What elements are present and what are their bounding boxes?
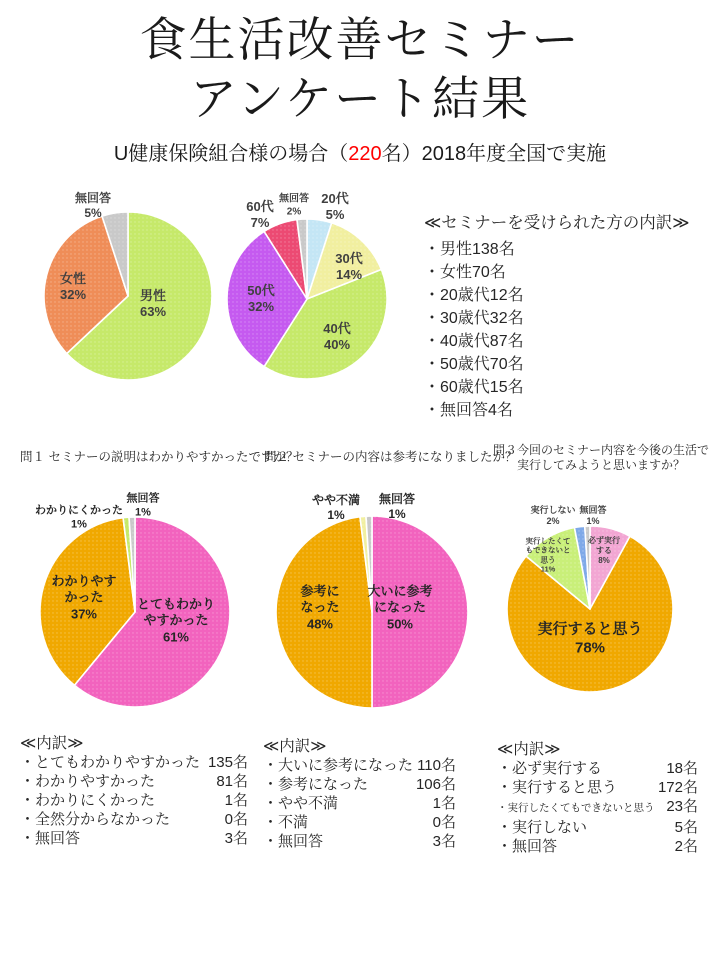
pie-label: 男性 63%: [139, 287, 167, 319]
table-row: [497, 759, 698, 778]
pie-chart-q2-usefulness: [258, 492, 488, 724]
breakdown-item-count: 5名: [674, 819, 698, 836]
pie-svg-gender: [22, 185, 237, 407]
table-row: [20, 753, 248, 772]
subtitle-count: 220: [348, 143, 382, 165]
breakdown-item-label: ・わかりやすかった: [20, 773, 156, 790]
pie-chart-gender: [22, 185, 237, 407]
pie-label: 実行すると思う 78%: [537, 620, 643, 656]
breakdown-item-count: 135名: [207, 754, 248, 771]
breakdown-item-label: ・やや不満: [263, 795, 339, 812]
breakdown-item-label: ・無回答: [263, 833, 324, 850]
breakdown-item-count: 23名: [666, 798, 698, 815]
breakdown-item-label: ・わかりにくかった: [20, 792, 156, 809]
question-3-label: [482, 443, 720, 473]
breakdown-item-label: ・実行しない: [497, 819, 588, 836]
breakdown-item-count: 81名: [216, 773, 248, 790]
table-row: [497, 797, 698, 818]
table-row: [497, 837, 698, 856]
list-item: ・男性138名: [424, 241, 515, 258]
table-row: [263, 775, 456, 794]
list-item: ・20歳代12名: [424, 287, 524, 304]
table-row: [20, 772, 248, 791]
breakdown-item-count: 18名: [666, 760, 698, 777]
breakdown-item-count: 106名: [415, 776, 456, 793]
pie-label: 実行したくて もできないと 思う 11%: [525, 536, 571, 574]
pie-label: 大いに参考 になった 50%: [367, 583, 433, 632]
pie-label: わかりやす かった 37%: [51, 573, 117, 622]
question-3-line2: 実行してみようと思いますか？: [516, 458, 685, 472]
breakdown-title: ≪内訳≫: [20, 735, 84, 752]
breakdown-item-label: ・必ず実行する: [497, 760, 603, 777]
breakdown-list-q1: [20, 734, 248, 848]
breakdown-item-count: 0名: [224, 811, 248, 828]
question-1-label: 問１ セミナーの説明はわかりやすかったですか？: [20, 450, 299, 464]
pie-label: とてもわかり やすかった 61%: [136, 596, 216, 645]
question-3-line1: 問３今回のセミナー内容を今後の生活で: [492, 443, 709, 457]
breakdown-item-count: 172名: [657, 779, 698, 796]
pie-chart-q3-intention: [498, 498, 704, 706]
subtitle-post: 名）2018年度全国で実施: [381, 143, 607, 165]
breakdown-list-q2: [263, 737, 456, 851]
subtitle-pre: U健康保険組合様の場合（: [113, 143, 349, 165]
attendee-list-title: ≪セミナーを受けられた方の内訳≫: [424, 214, 690, 232]
list-item: ・50歳代70名: [424, 356, 524, 373]
pie-label: 無回答 1%: [579, 504, 607, 526]
list-item: ・女性70名: [424, 264, 506, 281]
breakdown-item-count: 3名: [224, 830, 248, 847]
pie-label: 無回答 2%: [279, 193, 309, 217]
breakdown-item-label: ・全然分からなかった: [20, 811, 171, 828]
breakdown-title: ≪内訳≫: [263, 738, 327, 755]
pie-label: 無回答 1%: [126, 492, 160, 518]
subtitle: [0, 137, 720, 166]
table-row: [497, 818, 698, 837]
breakdown-item-count: 2名: [674, 838, 698, 855]
pie-label: 無回答 1%: [378, 492, 416, 521]
breakdown-item-label: ・参考になった: [263, 776, 369, 793]
breakdown-title: ≪内訳≫: [497, 741, 561, 758]
list-item: ・無回答4名: [424, 402, 513, 419]
pie-label: わかりにくかった 1%: [35, 504, 123, 530]
pie-chart-q1-clarity: [20, 492, 255, 724]
pie-label: 必ず実行 する 8%: [588, 536, 620, 565]
table-row: [263, 832, 456, 851]
pie-svg-q3-intention: [498, 498, 704, 706]
table-row: [263, 813, 456, 832]
pie-label: 60代 7%: [246, 198, 274, 230]
page-title-line1: 食生活改善セミナー: [139, 13, 581, 66]
table-row: [263, 794, 456, 813]
attendee-breakdown-list: [424, 212, 690, 422]
breakdown-item-count: 0名: [432, 814, 456, 831]
pie-label: 無回答 5%: [74, 191, 112, 220]
list-item: ・60歳代15名: [424, 379, 524, 396]
pie-label: やや不満 1%: [311, 493, 361, 522]
pie-label: 40代 40%: [323, 320, 351, 352]
table-row: [20, 791, 248, 810]
breakdown-item-count: 110名: [417, 757, 456, 774]
table-row: [263, 756, 456, 775]
breakdown-item-count: 1名: [432, 795, 456, 812]
breakdown-item-count: 1名: [224, 792, 248, 809]
breakdown-item-label: ・とてもわかりやすかった: [20, 754, 201, 771]
pie-label: 50代 32%: [247, 282, 275, 314]
question-2-label: 問２ セミナーの内容は参考になりましたか？: [264, 450, 518, 464]
breakdown-item-label: ・無回答: [497, 838, 558, 855]
breakdown-item-label: ・大いに参考になった: [263, 757, 414, 774]
table-row: [20, 810, 248, 829]
breakdown-item-label: ・実行すると思う: [497, 779, 618, 796]
page-title: [0, 10, 720, 128]
table-row: [497, 778, 698, 797]
breakdown-item-label: ・無回答: [20, 830, 81, 847]
breakdown-item-label: ・実行したくてもできないと思う: [497, 802, 655, 814]
pie-label: 参考に なった 48%: [300, 583, 340, 632]
table-row: [20, 829, 248, 848]
pie-chart-age: [220, 185, 416, 407]
list-item: ・40歳代87名: [424, 333, 524, 350]
breakdown-list-q3: [497, 740, 698, 856]
list-item: ・30歳代32名: [424, 310, 524, 327]
breakdown-item-count: 3名: [432, 833, 456, 850]
pie-label: 実行しない 2%: [530, 504, 576, 526]
pie-label: 女性 32%: [59, 270, 87, 302]
pie-label: 30代 14%: [335, 250, 363, 282]
breakdown-item-label: ・不満: [263, 814, 309, 831]
page-title-line2: アンケート結果: [189, 72, 531, 125]
pie-label: 20代 5%: [321, 190, 349, 222]
